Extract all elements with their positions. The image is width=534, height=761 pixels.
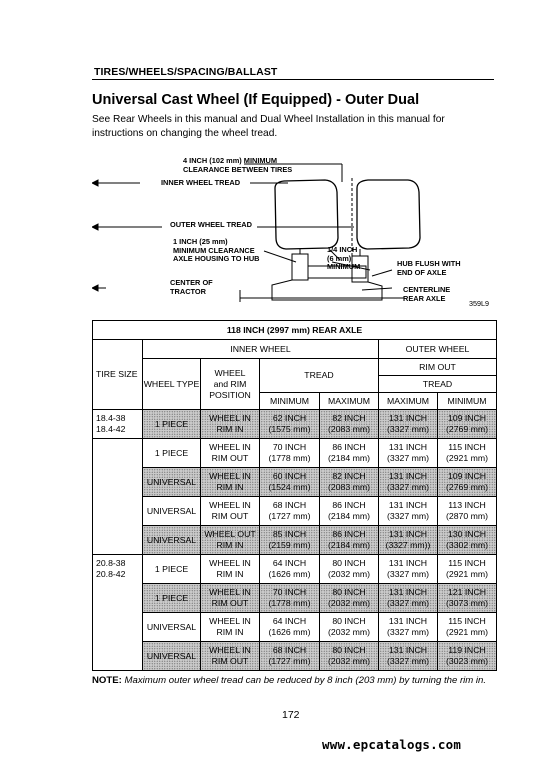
label-quarter-inch-minimum: 1/4 INCH (6 mm) MINIMUM	[327, 245, 361, 272]
wheel-type-cell: UNIVERSAL	[143, 526, 201, 555]
tread-min-cell: 64 INCH (1626 mm)	[260, 613, 320, 642]
header-inner-tread: TREAD	[260, 359, 379, 393]
section-header: TIRES/WHEELS/SPACING/BALLAST	[94, 66, 278, 78]
section-divider	[92, 79, 494, 80]
tread-max-cell: 80 INCH (2032 mm)	[320, 584, 379, 613]
position-cell: WHEEL IN RIM IN	[201, 468, 260, 497]
tread-min-cell: 68 INCH (1727 mm)	[260, 642, 320, 671]
label-center-of-tractor: CENTER OF TRACTOR	[170, 278, 213, 296]
tread-max-cell: 86 INCH (2184 mm)	[320, 497, 379, 526]
outer-min-cell: 115 INCH (2921 mm)	[438, 439, 497, 468]
tread-max-cell: 80 INCH (2032 mm)	[320, 642, 379, 671]
position-cell: WHEEL OUT RIM IN	[201, 526, 260, 555]
table-row	[93, 584, 497, 613]
outer-max-cell: 131 INCH (3327 mm)	[379, 584, 438, 613]
tread-min-cell: 62 INCH (1575 mm)	[260, 410, 320, 439]
outer-min-cell: 115 INCH (2921 mm)	[438, 555, 497, 584]
outer-max-cell: 131 INCH (3327 mm)	[379, 613, 438, 642]
table-row	[93, 642, 497, 671]
wheel-spacing-diagram	[92, 150, 502, 315]
tread-max-cell: 80 INCH (2032 mm)	[320, 555, 379, 584]
outer-min-cell: 113 INCH (2870 mm)	[438, 497, 497, 526]
wheel-type-cell: UNIVERSAL	[143, 497, 201, 526]
tread-min-cell: 70 INCH (1778 mm)	[260, 584, 320, 613]
header-wheel-rim-position: WHEEL and RIM POSITION	[201, 359, 260, 410]
watermark: www.epcatalogs.com	[322, 737, 462, 752]
header-inner-wheel: INNER WHEEL	[143, 340, 379, 359]
table-row	[93, 555, 497, 584]
header-outer-tread: TREAD	[379, 376, 497, 393]
wheel-type-cell: UNIVERSAL	[143, 642, 201, 671]
label-hub-flush: HUB FLUSH WITH END OF AXLE	[397, 259, 461, 277]
page-number: 172	[282, 709, 300, 721]
outer-max-cell: 131 INCH (3327 mm)	[379, 410, 438, 439]
label-outer-wheel-tread: OUTER WHEEL TREAD	[170, 220, 252, 229]
position-cell: WHEEL IN RIM IN	[201, 613, 260, 642]
position-cell: WHEEL IN RIM OUT	[201, 497, 260, 526]
tire-size-cell: 18.4-38 18.4-42	[93, 410, 143, 439]
outer-min-cell: 109 INCH (2769 mm)	[438, 468, 497, 497]
header-outer-maximum: MAXIMUM	[379, 393, 438, 410]
table-row	[93, 613, 497, 642]
wheel-type-cell: 1 PIECE	[143, 555, 201, 584]
tread-min-cell: 64 INCH (1626 mm)	[260, 555, 320, 584]
outer-max-cell: 131 INCH (3327 mm))	[379, 526, 438, 555]
outer-max-cell: 131 INCH (3327 mm)	[379, 555, 438, 584]
label-tire-clearance: 4 INCH (102 mm) MINIMUM CLEARANCE BETWEEN TIRES	[183, 156, 293, 174]
tire-size-cell: 20.8-38 20.8-42	[93, 555, 143, 671]
header-outer-wheel: OUTER WHEEL	[379, 340, 497, 359]
header-wheel-type: WHEEL TYPE	[143, 359, 201, 410]
outer-max-cell: 131 INCH (3327 mm)	[379, 439, 438, 468]
header-tire-size: TIRE SIZE	[93, 340, 143, 410]
table-row	[93, 497, 497, 526]
wheel-type-cell: 1 PIECE	[143, 410, 201, 439]
table-row	[93, 526, 497, 555]
wheel-type-cell: 1 PIECE	[143, 439, 201, 468]
header-inner-minimum: MINIMUM	[260, 393, 320, 410]
outer-min-cell: 121 INCH (3073 mm)	[438, 584, 497, 613]
wheel-type-cell: UNIVERSAL	[143, 613, 201, 642]
outer-min-cell: 119 INCH (3023 mm)	[438, 642, 497, 671]
page-title: Universal Cast Wheel (If Equipped) - Outer Dual	[92, 92, 420, 108]
wheel-type-cell: UNIVERSAL	[143, 468, 201, 497]
outer-min-cell: 109 INCH (2769 mm)	[438, 410, 497, 439]
figure-code: 359L9	[469, 299, 489, 308]
outer-min-cell: 130 INCH (3302 mm)	[438, 526, 497, 555]
header-inner-maximum: MAXIMUM	[320, 393, 379, 410]
position-cell: WHEEL IN RIM OUT	[201, 584, 260, 613]
position-cell: WHEEL IN RIM OUT	[201, 642, 260, 671]
header-outer-minimum: MINIMUM	[438, 393, 497, 410]
tread-max-cell: 86 INCH (2184 mm)	[320, 439, 379, 468]
tread-max-cell: 80 INCH (2032 mm)	[320, 613, 379, 642]
note-text: Maximum outer wheel tread can be reduced by 8 inch (203 mm) by turning the rim in.	[124, 675, 487, 686]
note-label: NOTE:	[92, 675, 122, 686]
tread-min-cell: 60 INCH (1524 mm)	[260, 468, 320, 497]
wheel-type-cell: 1 PIECE	[143, 584, 201, 613]
outer-max-cell: 131 INCH (3327 mm)	[379, 468, 438, 497]
tread-min-cell: 68 INCH (1727 mm)	[260, 497, 320, 526]
intro-paragraph: See Rear Wheels in this manual and Dual Wheel Installation in this manual for instructions on changing the wheel tread.	[92, 114, 445, 139]
tread-max-cell: 82 INCH (2083 mm)	[320, 468, 379, 497]
position-cell: WHEEL IN RIM IN	[201, 410, 260, 439]
note	[92, 674, 496, 687]
position-cell: WHEEL IN RIM OUT	[201, 439, 260, 468]
label-axle-clearance: 1 INCH (25 mm) MINIMUM CLEARANCE AXLE HOUSING TO HUB	[173, 237, 260, 264]
table-row	[93, 439, 497, 468]
tread-max-cell: 82 INCH (2083 mm)	[320, 410, 379, 439]
tire-size-cell	[93, 439, 143, 555]
table-row	[93, 468, 497, 497]
tread-min-cell: 70 INCH (1778 mm)	[260, 439, 320, 468]
wheel-tread-table	[92, 320, 497, 671]
label-inner-wheel-tread: INNER WHEEL TREAD	[161, 178, 241, 187]
label-centerline-rear-axle: CENTERLINE REAR AXLE	[403, 285, 451, 303]
tread-max-cell: 86 INCH (2184 mm)	[320, 526, 379, 555]
header-rim-out: RIM OUT	[379, 359, 497, 376]
table-caption: 118 INCH (2997 mm) REAR AXLE	[93, 321, 497, 340]
outer-max-cell: 131 INCH (3327 mm)	[379, 497, 438, 526]
table-row	[93, 410, 497, 439]
outer-max-cell: 131 INCH (3327 mm)	[379, 642, 438, 671]
tread-min-cell: 85 INCH (2159 mm)	[260, 526, 320, 555]
position-cell: WHEEL IN RIM IN	[201, 555, 260, 584]
outer-min-cell: 115 INCH (2921 mm)	[438, 613, 497, 642]
